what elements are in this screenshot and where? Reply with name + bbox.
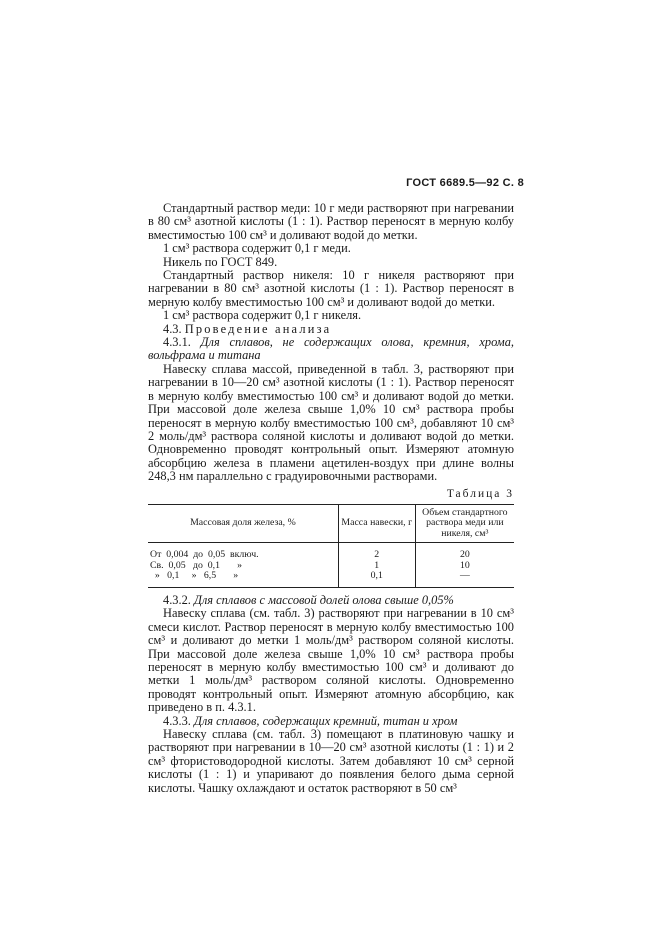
section-4-3-3-heading [148,715,514,728]
table-cell-range: От 0,004 до 0,05 включ. [150,549,259,561]
table-row [148,571,514,587]
paragraph-copper-content: 1 см³ раствора содержит 0,1 г меди. [163,241,351,256]
table-row [148,543,514,561]
section-title: Для сплавов с массовой долей олова свыше 0,05% [194,592,454,607]
body-text [148,202,514,795]
table-cell-mass: 0,1 [338,571,415,587]
table-header-sample-mass: Масса навески, г [338,504,415,543]
table-cell-volume: 20 [415,543,514,561]
table-cell-range: Св. 0,05 до 0,1 » [150,559,243,571]
paragraph-nickel-content: 1 см³ раствора содержит 0,1 г никеля. [163,308,362,323]
page-header: ГОСТ 6689.5—92 С. 8 [406,177,524,189]
table-cell-volume: — [415,571,514,587]
data-table [148,504,514,588]
table-header-row [148,504,514,543]
section-4-3-heading [148,323,514,336]
paragraph-4-3-3: Навеску сплава (см. табл. 3) помещают в платиновую чашку и растворяют при нагревании в 10—20 см³ азотной кислоты (1 : 1) и 2 см³ фтористоводородной кислоты. Затем добавляют 10 см³ серной кислоты (1 : 1) и упаривают до появления белого дыма серной кислоты. Чашку охлаждают и остаток растворяют в 50 см³ [148,727,514,795]
section-title: Проведение анализа [184,321,332,336]
section-title: Для сплавов, содержащих кремний, титан и хром [194,713,458,728]
table-cell-mass: 2 [338,543,415,561]
table-caption: Таблица 3 [446,487,514,500]
section-4-3-1-heading [148,336,514,363]
section-number: 4.3.3. [163,713,191,728]
paragraph-nickel-gost: Никель по ГОСТ 849. [163,254,278,269]
table-cell-mass: 1 [338,561,415,572]
paragraph-4-3-1: Навеску сплава массой, приведенной в табл. 3, растворяют при нагревании в 10—20 см³ азотной кислоты (1 : 1). Раствор переносят в мерную колбу вместимостью 100 см³ и доливают водой до метки. При массовой доле железа свыше 1,0% 10 см³ раствора пробы переносят в мерную колбу вместимостью 100 см³, добавляют 10 см³ 2 моль/дм³ раствора соляной кислоты и доливают водой до метки. Одновременно проводят контрольный опыт. Измеряют атомную абсорбцию железа в пламени ацетилен-воздух при длине волны 248,3 нм параллельно с градуировочными растворами. [148,361,514,484]
section-number: 4.3.2. [163,592,191,607]
table-header-iron-fraction: Массовая доля железа, % [148,504,338,543]
section-title: Для сплавов, не содержащих олова, кремния, хрома, вольфрама и титана [148,335,514,363]
paragraph-4-3-2: Навеску сплава (см. табл. 3) растворяют при нагревании в 10 см³ смеси кислот. Раствор переносят в мерную колбу вместимостью 100 см³ и доливают до метки 1 моль/дм³ раствором соляной кислоты. При массовой доле железа свыше 1,0% 10 см³ раствора пробы переносят в мерную колбу вместимостью 100 см³ и доливают до метки 1 моль/дм³ раствором соляной кислоты. Одновременно проводят контрольный опыт. Измеряют атомную абсорбцию, как приведено в п. 4.3.1. [148,606,514,715]
section-number: 4.3. [163,321,182,336]
table-cell-range: » 0,1 » 6,5 » [148,571,338,587]
paragraph-copper-solution: Стандартный раствор меди: 10 г меди растворяют при нагревании в 80 см³ азотной кислоты (1 : 1). Раствор переносят в мерную колбу вместимостью 100 см³ и доливают водой до метки. [148,201,514,242]
table-header-standard-volume: Объем стандартного раствора меди или никеля, см³ [415,504,514,543]
section-number: 4.3.1. [163,335,191,350]
paragraph-nickel-solution: Стандартный раствор никеля: 10 г никеля растворяют при нагревании в 80 см³ азотной кислоты (1 : 1). Раствор переносят в мерную колбу вместимостью 100 см³ и доливают водой до метки. [148,268,514,309]
section-4-3-2-heading [148,594,514,607]
table-cell-volume: 10 [415,561,514,572]
